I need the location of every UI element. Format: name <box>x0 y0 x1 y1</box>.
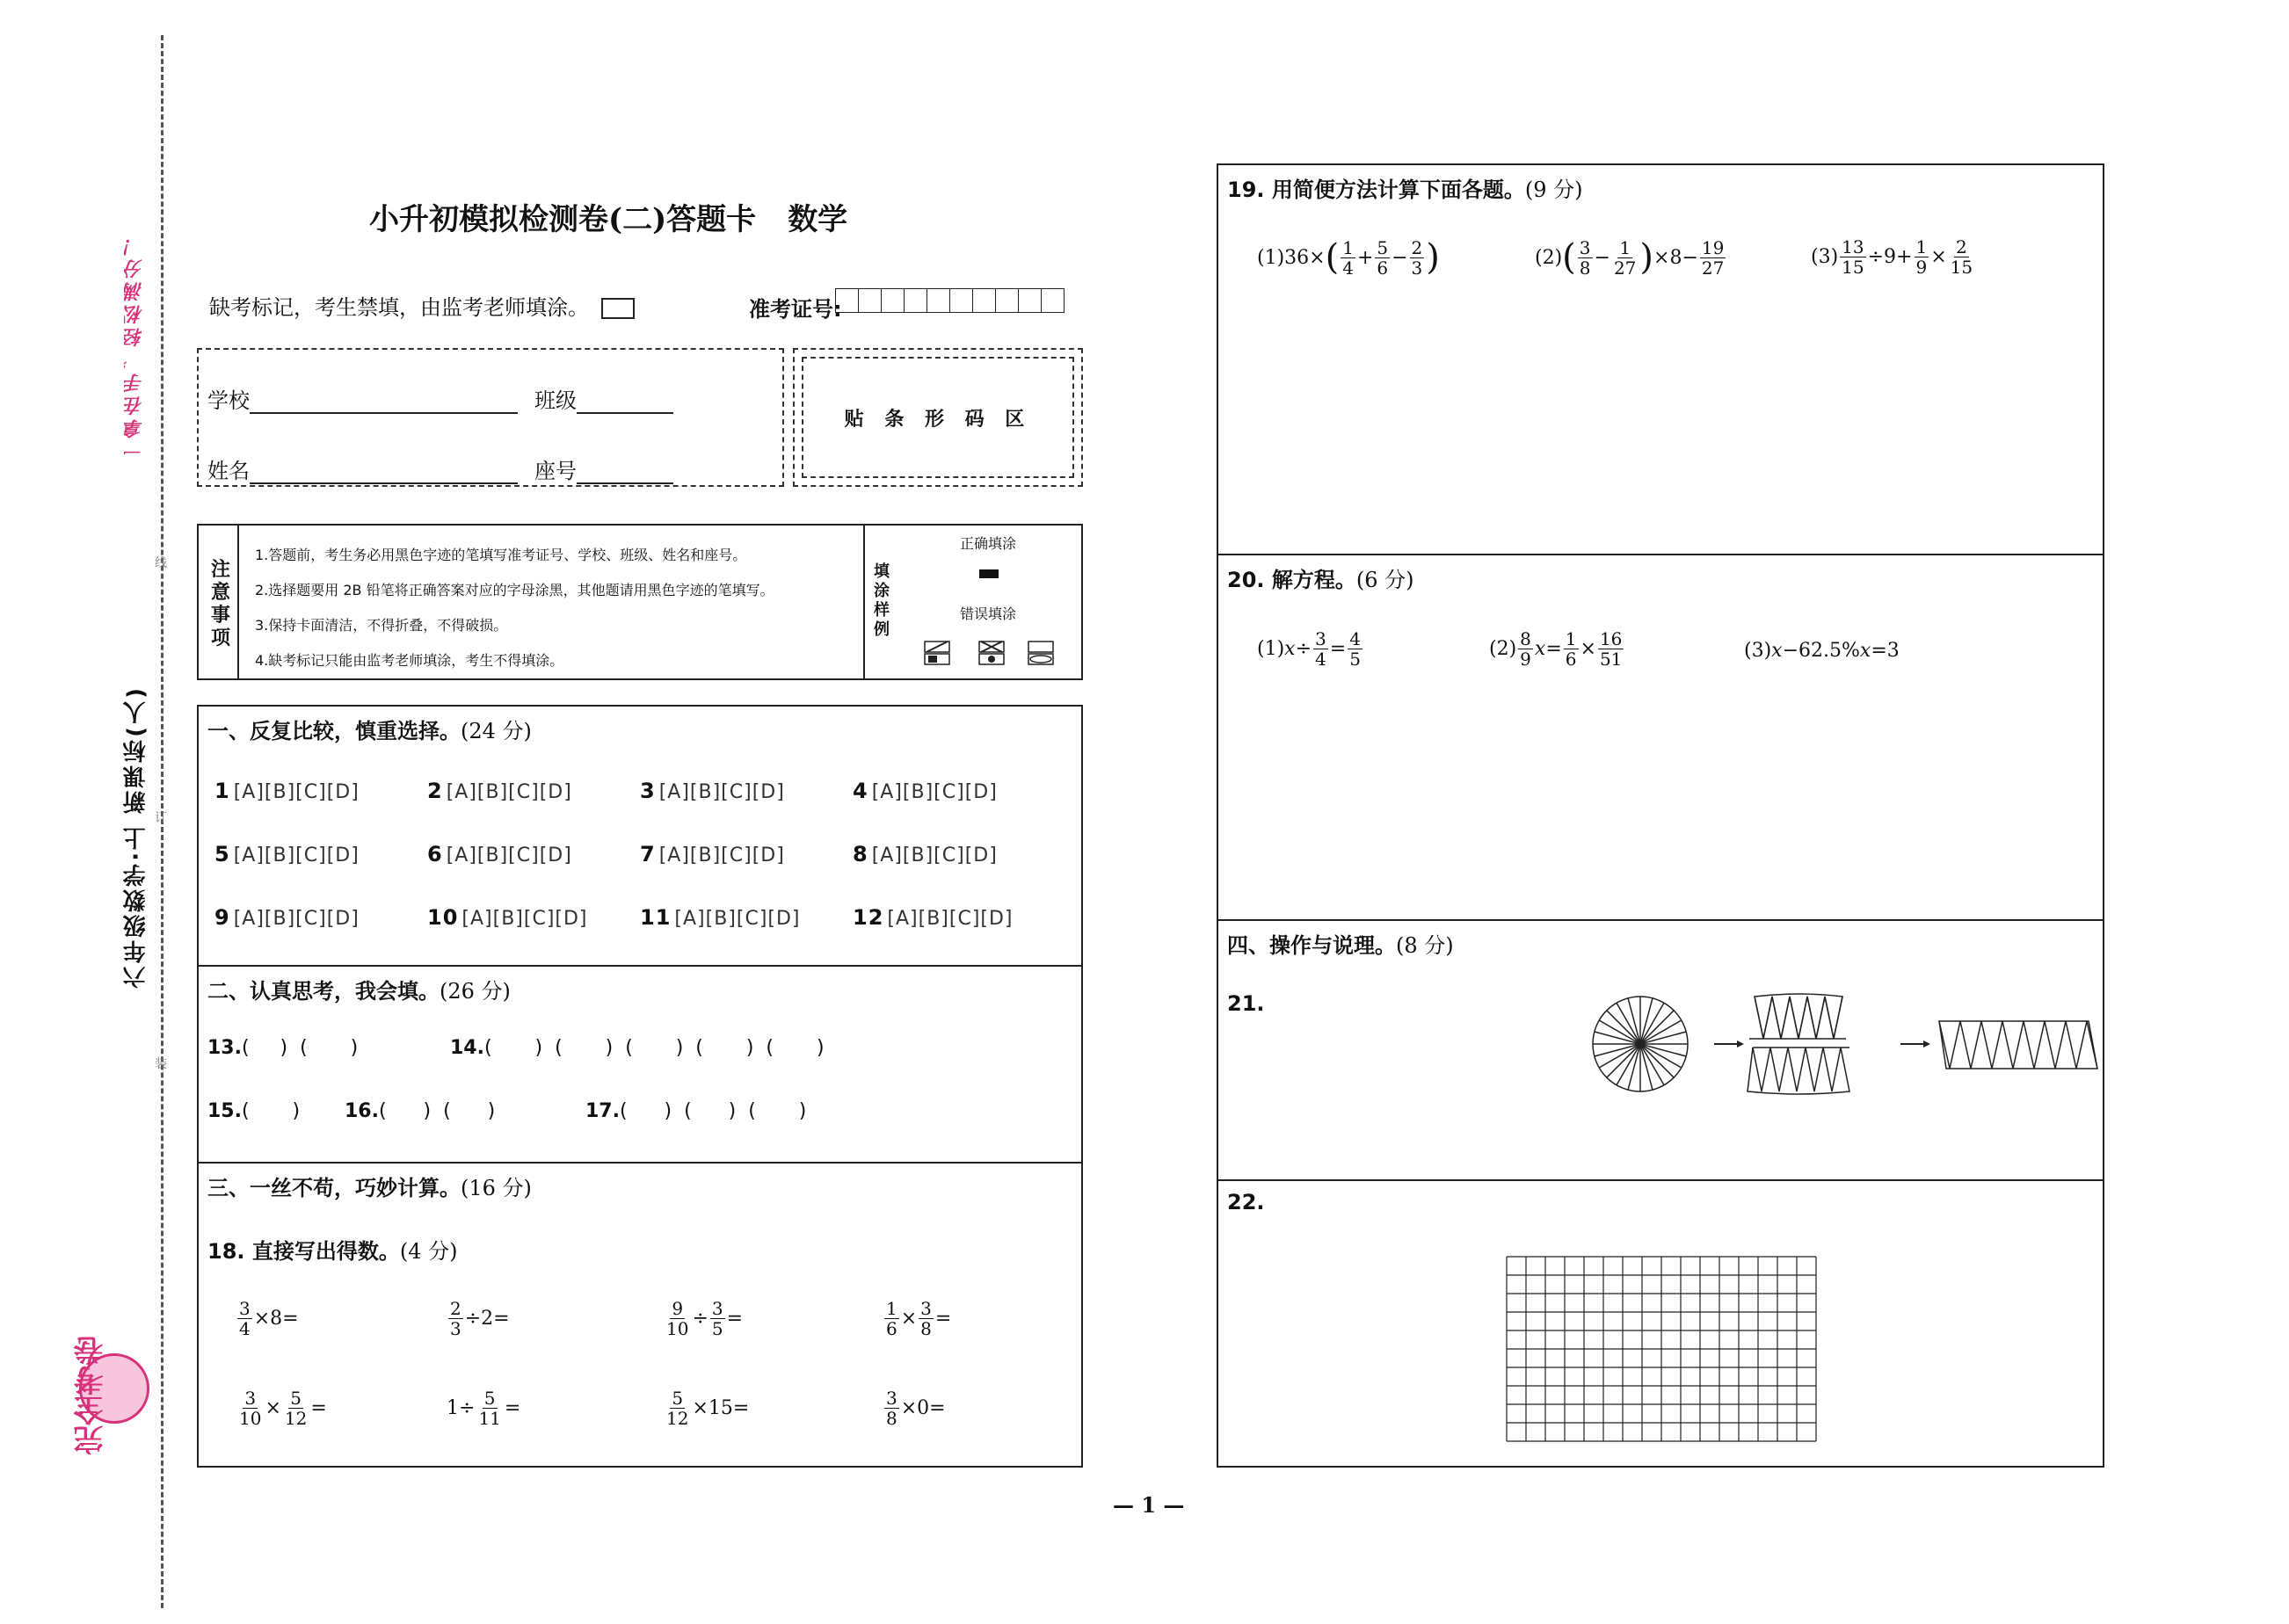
choice-question[interactable]: 10 [A][B][C][D] <box>427 905 588 930</box>
q22-label: 22. <box>1227 1190 1265 1214</box>
q20-expr-1: (1) x ÷ $\frac{3}{4}$ = $\frac{4}{5}$ <box>1257 628 1361 670</box>
section3-title: 三、一丝不苟，巧妙计算。(16 分) <box>207 1176 532 1200</box>
q18-expr-8: $\frac{3}{8}$ ×0= <box>886 1388 946 1429</box>
q19-expr-2: (2) ( $\frac{3}{8}$ − $\frac{1}{27}$ ) ×8− $\frac{19}{27}$ <box>1535 236 1725 279</box>
notice-list <box>255 538 774 678</box>
seat-field[interactable]: 座号 <box>534 453 673 484</box>
cut-mark-zhuang: 装 <box>155 1057 167 1071</box>
school-field[interactable]: 学校 <box>207 383 518 414</box>
q21-circle-area-figure <box>1591 990 2101 1100</box>
page-number: — 1 — <box>1113 1492 1185 1518</box>
notice-item: 1.答题前，考生务必用黑色字迹的笔填写准考证号、学校、班级、姓名和座号。 <box>255 547 747 563</box>
wrong-fill-label: 错误填涂 <box>960 605 1017 622</box>
q20-expr-3: (3) x −62.5% x =3 <box>1744 640 1900 662</box>
page-title: 小升初模拟检测卷(二)答题卡 数学 <box>369 202 848 237</box>
choice-question[interactable]: 12 [A][B][C][D] <box>853 905 1014 930</box>
notice-item: 2.选择题要用 2B 铅笔将正确答案对应的字母涂黑，其他题请用黑色字迹的笔填写。 <box>255 582 774 598</box>
correct-fill-label: 正确填涂 <box>960 535 1017 552</box>
q18-expr-4: $\frac{1}{6}$ × $\frac{3}{8}$ = <box>886 1298 952 1339</box>
q20-expr-2: (2) $\frac{8}{9}$ x = $\frac{1}{6}$ × $\frac{16}{51}$ <box>1489 628 1623 670</box>
q22-square-grid <box>1505 1255 1818 1448</box>
cut-mark-xian: 线 <box>155 556 167 570</box>
q18-title: 18. 直接写出得数。(4 分) <box>207 1239 458 1264</box>
choice-question[interactable]: 9 [A][B][C][D] <box>214 905 360 930</box>
class-field[interactable]: 班级 <box>534 383 673 414</box>
section4-title: 四、操作与说理。(8 分) <box>1227 933 1454 958</box>
notice-item: 3.保持卡面清洁，不得折叠，不得破损。 <box>255 617 508 634</box>
q21-label: 21. <box>1227 991 1265 1016</box>
choice-question[interactable]: 7 [A][B][C][D] <box>640 842 785 866</box>
correct-fill-mark <box>979 569 999 578</box>
q15-blanks[interactable]: 15.( ) <box>207 1100 301 1122</box>
choice-question[interactable]: 5 [A][B][C][D] <box>214 842 360 866</box>
q17-blanks[interactable]: 17.( ) ( ) ( ) <box>585 1100 807 1122</box>
choice-question[interactable]: 3 [A][B][C][D] <box>640 779 785 803</box>
q19-expr-1: (1)36× ( $\frac{1}{4}$ + $\frac{5}{6}$ − $\frac{2}{3}$ ) <box>1257 236 1440 279</box>
name-field[interactable]: 姓名 <box>207 453 518 484</box>
book-label: 六年级数学·上 新课标(人) <box>123 685 149 989</box>
q16-blanks[interactable]: 16.( ) ( ) <box>345 1100 496 1122</box>
exam-id-label: 准考证号: <box>749 297 842 322</box>
notice-item: 4.缺考标记只能由监考老师填涂，考生不得填涂。 <box>255 652 564 669</box>
q18-expr-3: $\frac{9}{10}$ ÷ $\frac{3}{5}$ = <box>666 1298 744 1339</box>
q14-blanks[interactable]: 14.( ) ( ) ( ) ( ) ( ) <box>450 1037 825 1059</box>
cut-mark-ding: 订 <box>155 811 167 825</box>
absent-note: 缺考标记，考生禁填，由监考老师填涂。 <box>209 290 635 321</box>
notice-label: 注意事项 <box>211 559 231 649</box>
absent-checkbox[interactable] <box>601 298 635 319</box>
q19-expr-3: (3) $\frac{13}{15}$ ÷9+ $\frac{1}{9}$ × $\frac{2}{15}$ <box>1811 236 1973 278</box>
fill-example-label: 填涂样例 <box>874 562 890 639</box>
q13-blanks[interactable]: 13.( ) ( ) <box>207 1037 359 1059</box>
q20-title: 20. 解方程。(6 分) <box>1227 568 1414 592</box>
q18-expr-1: $\frac{3}{4}$ ×8= <box>239 1298 299 1339</box>
q19-title: 19. 用简便方法计算下面各题。(9 分) <box>1227 178 1583 202</box>
q18-expr-7: $\frac{5}{12}$ ×15= <box>666 1388 750 1429</box>
slogan: 一拿在手，轻松满分！ <box>124 233 146 461</box>
logo: 完全考卷 <box>74 1336 149 1459</box>
section1-title: 一、反复比较，慎重选择。(24 分) <box>207 719 532 743</box>
barcode-area <box>793 348 1083 487</box>
choice-question[interactable]: 8 [A][B][C][D] <box>853 842 998 866</box>
answer-area-left <box>197 705 1083 1468</box>
wrong-fill-examples <box>923 638 1055 668</box>
choice-question[interactable]: 11 [A][B][C][D] <box>640 905 801 930</box>
q18-expr-6: 1÷ $\frac{5}{11}$ = <box>447 1388 521 1429</box>
choice-question[interactable]: 1 [A][B][C][D] <box>214 779 360 803</box>
q18-expr-2: $\frac{2}{3}$ ÷2= <box>450 1298 510 1339</box>
section2-title: 二、认真思考，我会填。(26 分) <box>207 979 511 1004</box>
q18-expr-5: $\frac{3}{10}$ × $\frac{5}{12}$ = <box>239 1388 327 1429</box>
choice-question[interactable]: 6 [A][B][C][D] <box>427 842 572 866</box>
barcode-label: 贴 条 形 码 区 <box>844 409 1032 431</box>
choice-question[interactable]: 2 [A][B][C][D] <box>427 779 572 803</box>
choice-question[interactable]: 4 [A][B][C][D] <box>853 779 998 803</box>
exam-id-grid[interactable] <box>835 288 1065 313</box>
